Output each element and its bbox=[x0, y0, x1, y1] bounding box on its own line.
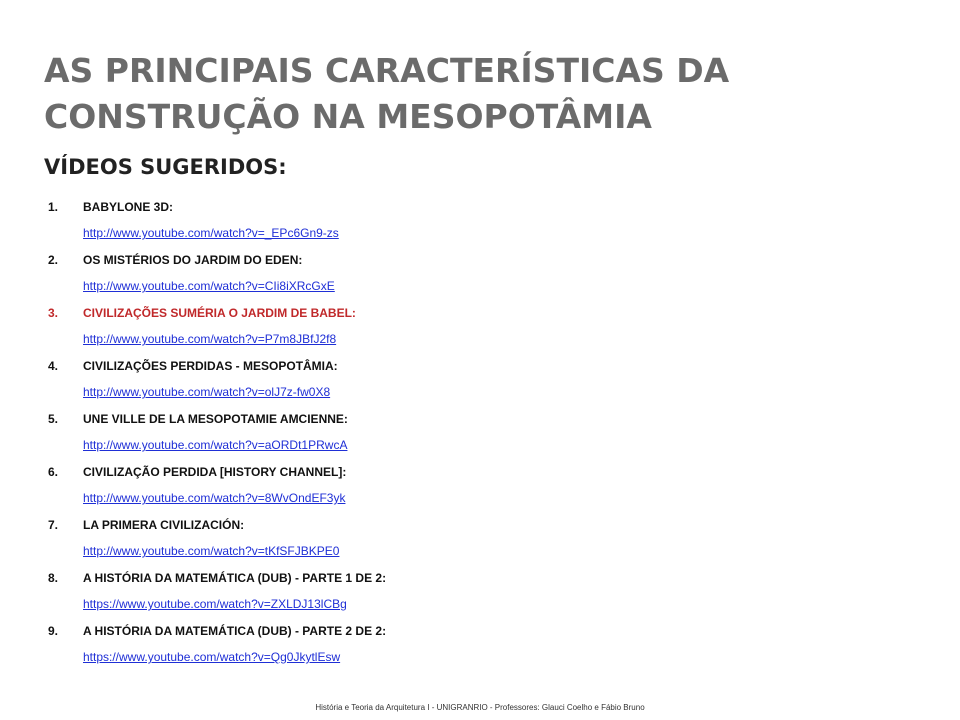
video-list bbox=[48, 196, 748, 673]
item-number: 1. bbox=[48, 200, 59, 214]
item-number: 4. bbox=[48, 359, 59, 373]
list-item bbox=[48, 461, 748, 514]
item-number: 6. bbox=[48, 465, 59, 479]
video-title: A HISTÓRIA DA MATEMÁTICA (DUB) - PARTE 1 DE 2: bbox=[83, 571, 387, 585]
video-link[interactable]: http://www.youtube.com/watch?v=CIi8iXRcGxE bbox=[83, 279, 335, 293]
list-item bbox=[48, 408, 748, 461]
title-line-1: AS PRINCIPAIS CARACTERÍSTICAS DA bbox=[44, 51, 730, 90]
list-item bbox=[48, 620, 748, 673]
video-link[interactable]: https://www.youtube.com/watch?v=Qg0JkytlEsw bbox=[83, 650, 341, 664]
item-number: 3. bbox=[48, 306, 59, 320]
video-title: OS MISTÉRIOS DO JARDIM DO EDEN: bbox=[83, 253, 303, 267]
video-link[interactable]: http://www.youtube.com/watch?v=_EPc6Gn9-zs bbox=[83, 226, 339, 240]
video-title: BABYLONE 3D: bbox=[83, 200, 174, 214]
item-number: 7. bbox=[48, 518, 59, 532]
item-number: 5. bbox=[48, 412, 59, 426]
video-link[interactable]: http://www.youtube.com/watch?v=aORDt1PRwcA bbox=[83, 438, 348, 452]
video-title: UNE VILLE DE LA MESOPOTAMIE AMCIENNE: bbox=[83, 412, 348, 426]
video-link[interactable]: https://www.youtube.com/watch?v=ZXLDJ13lCBg bbox=[83, 597, 347, 611]
item-number: 8. bbox=[48, 571, 59, 585]
video-title: LA PRIMERA CIVILIZACIÓN: bbox=[83, 518, 245, 532]
list-item bbox=[48, 302, 748, 355]
section-subtitle: VÍDEOS SUGERIDOS: bbox=[44, 155, 287, 179]
list-item bbox=[48, 249, 748, 302]
video-link[interactable]: http://www.youtube.com/watch?v=P7m8JBfJ2f8 bbox=[83, 332, 337, 346]
video-link[interactable]: http://www.youtube.com/watch?v=tKfSFJBKPE0 bbox=[83, 544, 340, 558]
video-link[interactable]: http://www.youtube.com/watch?v=olJ7z-fw0X8 bbox=[83, 385, 331, 399]
title-line-2: CONSTRUÇÃO NA MESOPOTÂMIA bbox=[44, 97, 652, 136]
video-title: CIVILIZAÇÕES PERDIDAS - MESOPOTÂMIA: bbox=[83, 359, 338, 373]
video-link[interactable]: http://www.youtube.com/watch?v=8WvOndEF3yk bbox=[83, 491, 346, 505]
video-title-highlighted: CIVILIZAÇÕES SUMÉRIA O JARDIM DE BABEL: bbox=[83, 306, 356, 320]
item-number: 9. bbox=[48, 624, 59, 638]
slide-title bbox=[44, 48, 904, 140]
item-number: 2. bbox=[48, 253, 59, 267]
video-title: CIVILIZAÇÃO PERDIDA [HISTORY CHANNEL]: bbox=[83, 465, 347, 479]
list-item bbox=[48, 355, 748, 408]
video-title: A HISTÓRIA DA MATEMÁTICA (DUB) - PARTE 2 DE 2: bbox=[83, 624, 387, 638]
list-item bbox=[48, 196, 748, 249]
list-item bbox=[48, 567, 748, 620]
slide-footer: História e Teoria da Arquitetura I - UNIGRANRIO - Professores: Glauci Coelho e Fábio Bruno bbox=[315, 703, 645, 712]
list-item bbox=[48, 514, 748, 567]
